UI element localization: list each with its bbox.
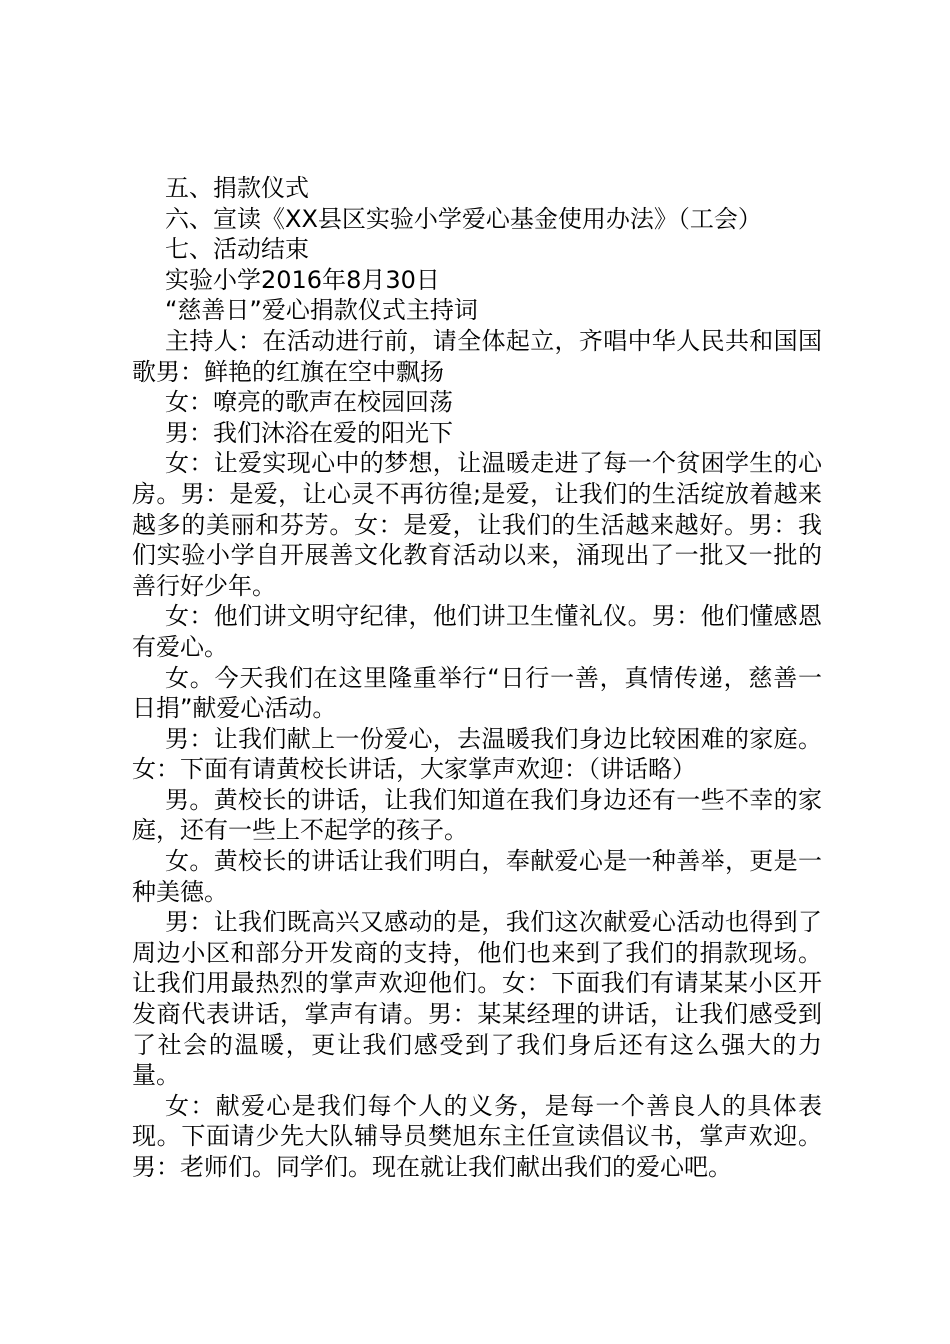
- paragraph: 男。黄校长的讲话，让我们知道在我们身边还有一些不幸的家庭，还有一些上不起学的孩子。: [132, 785, 822, 845]
- paragraph: 男：让我们既高兴又感动的是，我们这次献爱心活动也得到了周边小区和部分开发商的支持，他们也来到了我们的捐款现场。让我们用最热烈的掌声欢迎他们。女：下面我们有请某某小区开发商代表讲话，掌声有请。男：某某经理的讲话，让我们感受到了社会的温暖，更让我们感受到了我们身后还有这么强大的力量。: [132, 908, 822, 1090]
- section-heading-fund-rules-reading: 六、宣读《XX县区实验小学爱心基金使用办法》（工会）: [165, 204, 762, 233]
- section-heading-activity-end: 七、活动结束: [165, 235, 309, 264]
- paragraph: 女：嘹亮的歌声在校园回荡: [165, 388, 453, 417]
- paragraph: 男：让我们献上一份爱心，去温暖我们身边比较困难的家庭。女：下面有请黄校长讲话，大家掌声欢迎：（讲话略）: [132, 724, 822, 784]
- document-body: [132, 173, 822, 1183]
- paragraph: 女：让爱实现心中的梦想，让温暖走进了每一个贫困学生的心房。男：是爱，让心灵不再彷徨;是爱，让我们的生活绽放着越来越多的美丽和芬芳。女：是爱，让我们的生活越来越好。男：我们实验小学自开展善文化教育活动以来，涌现出了一批又一批的善行好少年。: [132, 449, 822, 600]
- section-heading-donation-ceremony: 五、捐款仪式: [165, 174, 309, 202]
- document-title: “慈善日”爱心捐款仪式主持词: [165, 296, 478, 325]
- paragraph: 男：我们沐浴在爱的阳光下: [165, 418, 453, 447]
- paragraph: 主持人：在活动进行前，请全体起立，齐唱中华人民共和国国歌男：鲜艳的红旗在空中飘扬: [132, 326, 822, 386]
- paragraph: 女：献爱心是我们每个人的义务，是每一个善良人的具体表现。下面请少先大队辅导员樊旭东主任宣读倡议书，掌声欢迎。男：老师们。同学们。现在就让我们献出我们的爱心吧。: [132, 1091, 822, 1181]
- paragraph: 女。黄校长的讲话让我们明白，奉献爱心是一种善举，更是一种美德。: [132, 847, 822, 906]
- paragraph: 女。今天我们在这里隆重举行“日行一善，真情传递，慈善一日捐”献爱心活动。: [132, 663, 822, 723]
- paragraph: 女：他们讲文明守纪律，他们讲卫生懂礼仪。男：他们懂感恩有爱心。: [132, 602, 822, 661]
- signature-date-line: 实验小学2016年8月30日: [165, 265, 440, 294]
